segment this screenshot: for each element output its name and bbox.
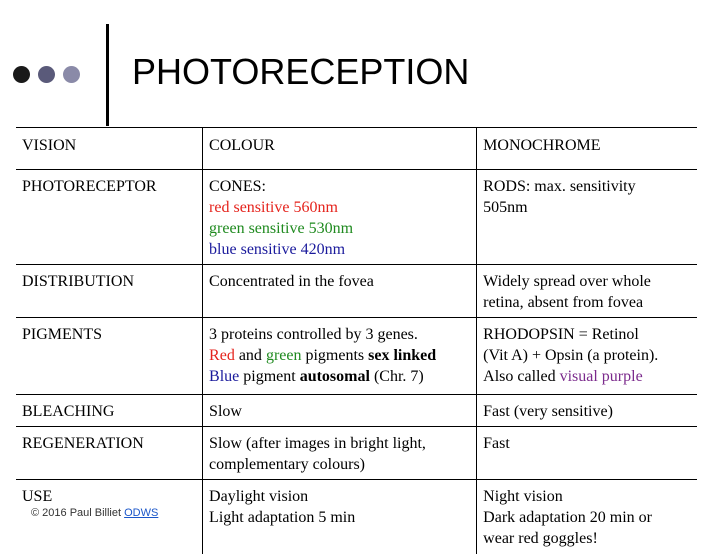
and-word: and (239, 347, 262, 364)
rhodopsin-line-2: (Vit A) + Opsin (a protein). (483, 345, 691, 366)
odws-link[interactable]: ODWS (124, 507, 158, 519)
blue-word: Blue (209, 368, 239, 385)
rods-sensitivity-line-1: RODS: max. sensitivity (483, 176, 691, 197)
also-called-text: Also called (483, 368, 555, 385)
column-header-monochrome: MONOCHROME (477, 128, 697, 170)
mono-distribution-cell (477, 265, 697, 318)
mono-use-line-3: wear red goggles! (483, 528, 691, 549)
colour-regeneration-line-2: complementary colours) (209, 454, 470, 475)
table-row-pigments (16, 318, 697, 395)
row-label-vision: VISION (16, 128, 203, 170)
mono-photoreceptor-cell (477, 170, 697, 265)
bullet-dot-icon (13, 66, 30, 83)
red-word: Red (209, 347, 235, 364)
column-header-colour: COLOUR (203, 128, 477, 170)
bullet-dot-icon (38, 66, 55, 83)
row-label-distribution: DISTRIBUTION (16, 265, 203, 318)
colour-regeneration-cell (203, 427, 477, 480)
rhodopsin-line-3 (483, 366, 691, 387)
colour-use-cell (203, 480, 477, 554)
visual-purple-word: visual purple (560, 368, 643, 385)
pigments-sex-linked-line (209, 345, 470, 366)
colour-use-line-2: Light adaptation 5 min (209, 507, 470, 528)
green-word: green (266, 347, 302, 364)
mono-distribution-line-2: retina, absent from fovea (483, 292, 691, 313)
row-label-photoreceptor: PHOTORECEPTOR (16, 170, 203, 265)
mono-regeneration-cell: Fast (477, 427, 697, 480)
colour-use-line-1: Daylight vision (209, 486, 470, 507)
table-row-header (16, 128, 697, 170)
bullet-dot-icon (63, 66, 80, 83)
mono-use-cell (477, 480, 697, 554)
mono-use-line-2: Dark adaptation 20 min or (483, 507, 691, 528)
slide-title: PHOTORECEPTION (132, 54, 469, 90)
green-cone-sensitivity: green sensitive 530nm (209, 218, 470, 239)
table-row-photoreceptor (16, 170, 697, 265)
cones-heading: CONES: (209, 176, 470, 197)
colour-distribution-cell: Concentrated in the fovea (203, 265, 477, 318)
row-label-regeneration: REGENERATION (16, 427, 203, 480)
sex-linked-word: sex linked (368, 347, 436, 364)
table-row-bleaching (16, 395, 697, 427)
comparison-table (16, 127, 697, 554)
chromosome-note: (Chr. 7) (374, 368, 424, 385)
table-row-distribution (16, 265, 697, 318)
colour-regeneration-line-1: Slow (after images in bright light, (209, 433, 470, 454)
pigment-word: pigment (243, 368, 295, 385)
copyright-text: © 2016 Paul Billiet (31, 507, 121, 519)
pigments-word: pigments (305, 347, 364, 364)
autosomal-word: autosomal (300, 368, 370, 385)
title-divider (106, 24, 109, 126)
title-bullet-dots (13, 66, 80, 83)
blue-cone-sensitivity: blue sensitive 420nm (209, 239, 470, 260)
colour-pigments-cell (203, 318, 477, 395)
row-label-bleaching: BLEACHING (16, 395, 203, 427)
mono-pigments-cell (477, 318, 697, 395)
row-label-use: USE (16, 480, 203, 554)
rods-sensitivity-line-2: 505nm (483, 197, 691, 218)
pigments-autosomal-line (209, 366, 470, 387)
mono-distribution-line-1: Widely spread over whole (483, 271, 691, 292)
colour-photoreceptor-cell (203, 170, 477, 265)
pigments-genes-line: 3 proteins controlled by 3 genes. (209, 324, 470, 345)
rhodopsin-line-1: RHODOPSIN = Retinol (483, 324, 691, 345)
mono-use-line-1: Night vision (483, 486, 691, 507)
colour-bleaching-cell: Slow (203, 395, 477, 427)
row-label-pigments: PIGMENTS (16, 318, 203, 395)
copyright-footer (31, 507, 158, 519)
table-row-regeneration (16, 427, 697, 480)
red-cone-sensitivity: red sensitive 560nm (209, 197, 470, 218)
mono-bleaching-cell: Fast (very sensitive) (477, 395, 697, 427)
